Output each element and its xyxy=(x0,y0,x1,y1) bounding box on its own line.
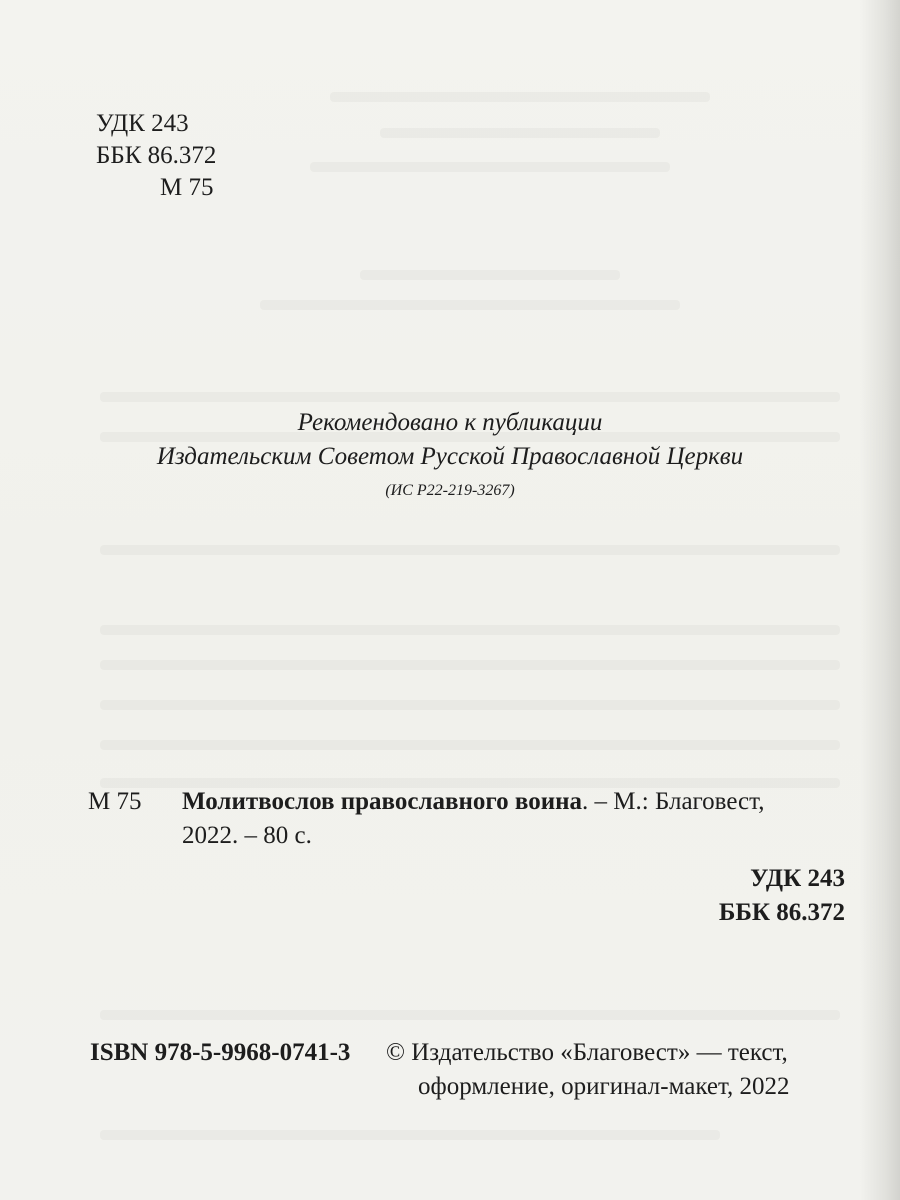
classification-codes xyxy=(96,108,216,204)
author-mark: М 75 xyxy=(160,174,214,201)
publication-approval xyxy=(0,406,900,504)
udk-code: УДК 243 xyxy=(96,110,189,137)
ghost-line xyxy=(100,700,840,710)
ghost-line xyxy=(100,625,840,635)
ghost-line xyxy=(100,660,840,670)
ghost-line xyxy=(310,162,670,172)
bibliographic-entry xyxy=(182,785,764,853)
bbk-code-right: ББК 86.372 xyxy=(718,899,845,926)
publisher-info: . – М.: Благовест, xyxy=(582,788,765,815)
ghost-line xyxy=(260,300,680,310)
ghost-line xyxy=(330,92,710,102)
right-classification-codes xyxy=(719,862,845,930)
bibliographic-mark: М 75 xyxy=(88,788,142,815)
bibliographic-line-1 xyxy=(182,785,764,819)
ghost-line xyxy=(360,270,620,280)
ghost-line xyxy=(100,392,840,402)
bibliographic-line-2: 2022. – 80 с. xyxy=(182,822,312,849)
ghost-line xyxy=(380,128,660,138)
ghost-line xyxy=(100,1010,840,1020)
book-title: Молитвослов православного воина xyxy=(182,788,583,815)
copyright-notice xyxy=(386,1036,789,1104)
approval-code: (ИС Р22-219-3267) xyxy=(385,482,515,499)
isbn: ISBN 978-5-9968-0741-3 xyxy=(90,1039,351,1066)
udk-code-right: УДК 243 xyxy=(750,865,845,892)
approval-line-1: Рекомендовано к публикации xyxy=(297,409,603,436)
bbk-code: ББК 86.372 xyxy=(96,142,217,169)
copyright-line-1: © Издательство «Благовест» — текст, xyxy=(386,1039,788,1066)
copyright-line-2: оформление, оригинал-макет, 2022 xyxy=(418,1073,790,1100)
ghost-line xyxy=(100,1130,720,1140)
ghost-line xyxy=(100,545,840,555)
ghost-line xyxy=(100,740,840,750)
approval-line-2: Издательским Советом Русской Православной Церкви xyxy=(156,443,744,470)
